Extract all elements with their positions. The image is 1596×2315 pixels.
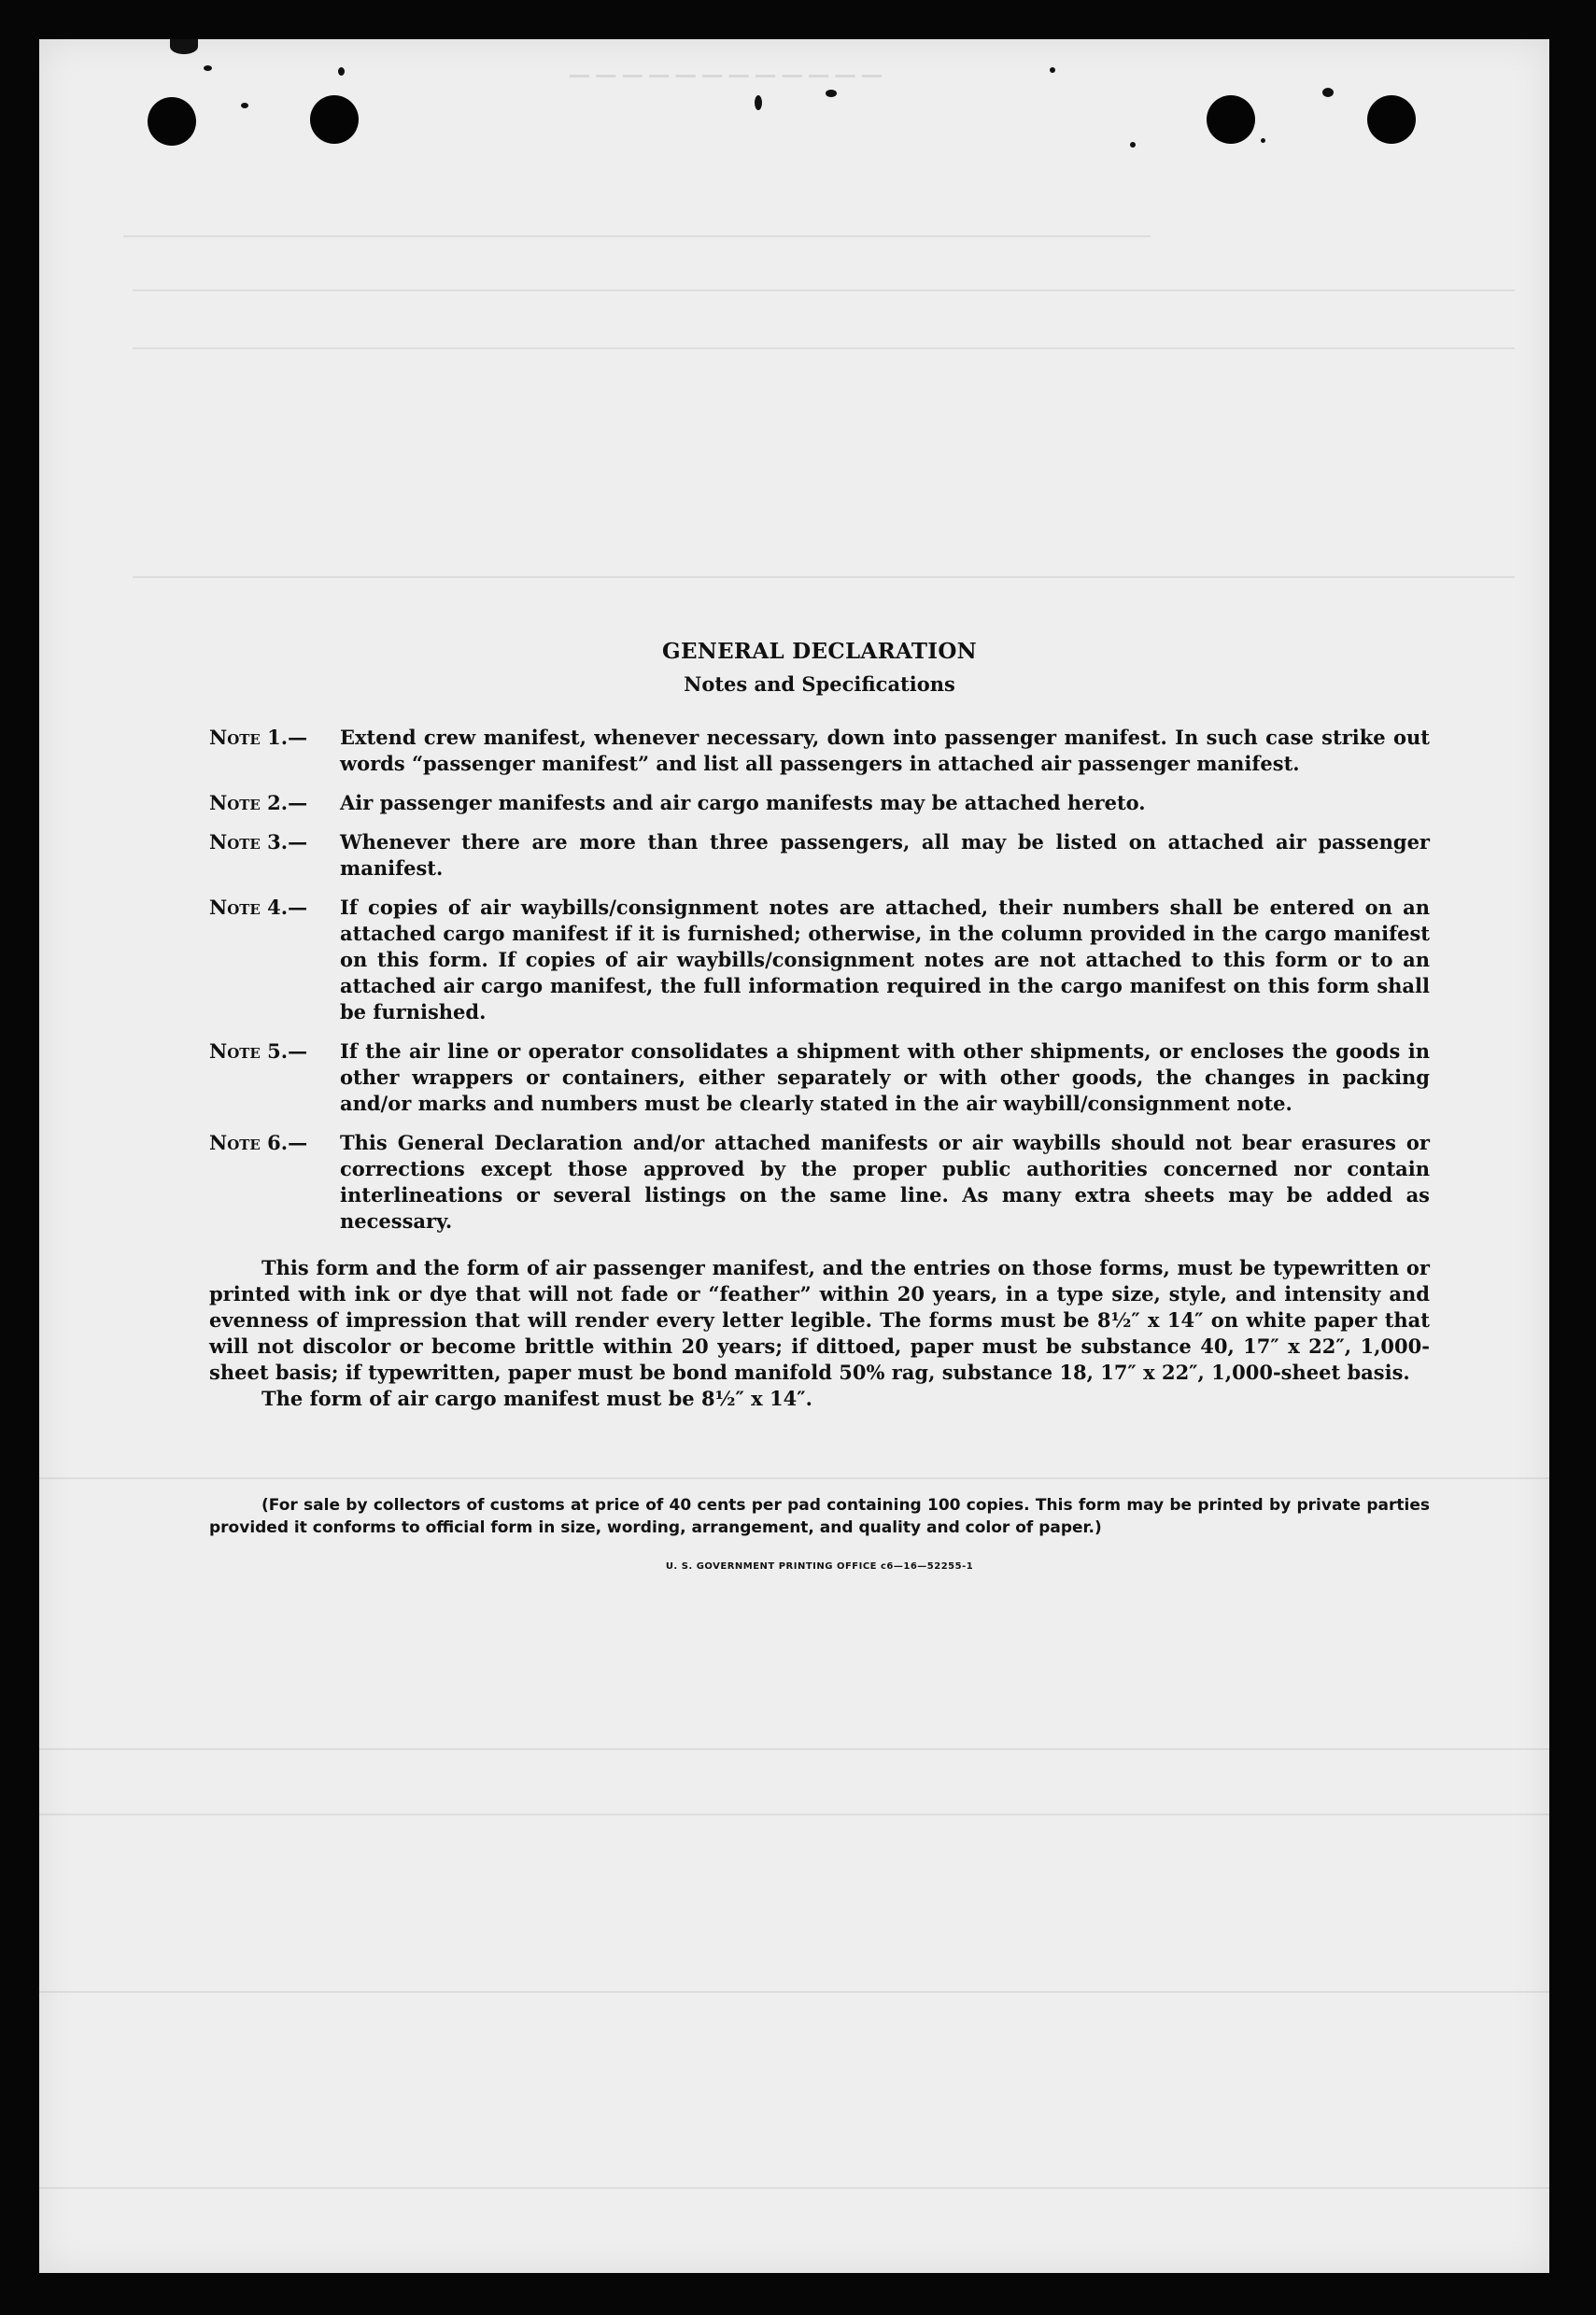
bleed-through-line	[123, 235, 1151, 237]
ink-speck	[1261, 138, 1265, 143]
cargo-form-specification: The form of air cargo manifest must be 8½″ x 14″.	[261, 1387, 812, 1410]
bleed-through-line	[133, 576, 1515, 578]
note-text: This General Declaration and/or attached manifests or air waybills should not bear erasures or corrections except those approved by the proper public authorities concerned nor contain interlineations or several listings on the same line. As many extra sheets may be added as necessary.	[340, 1131, 1430, 1233]
bleed-through-heading: ────────────	[562, 58, 882, 95]
ink-speck	[826, 90, 837, 97]
bleed-through-line	[39, 1814, 1549, 1815]
note-text: If copies of air waybills/consignment notes are attached, their numbers shall be entered on an attached cargo manifest if it is furnished; otherwise, in the column provided in the cargo manifest on this form. If copies of air waybills/consignment notes are not attached to this form or to an attached air cargo manifest, the full information required in the cargo manifest on this form shall be furnished.	[340, 896, 1430, 1023]
ink-speck	[204, 65, 212, 71]
declaration-notes	[209, 637, 1430, 1572]
note-6	[209, 1130, 1430, 1235]
page-subtitle: Notes and Specifications	[684, 672, 955, 696]
ink-speck	[1130, 142, 1136, 148]
note-text: Air passenger manifests and air cargo manifests may be attached hereto.	[340, 791, 1146, 814]
note-label: Note 5.—	[209, 1039, 308, 1063]
punch-hole-4	[1367, 95, 1416, 144]
note-label: Note 6.—	[209, 1131, 308, 1154]
document-page	[39, 39, 1549, 2273]
note-4	[209, 895, 1430, 1025]
punch-hole-1	[148, 97, 196, 146]
printing-office-imprint: U. S. GOVERNMENT PRINTING OFFICE c6—16—52255-1	[665, 1561, 974, 1572]
note-1	[209, 725, 1430, 777]
note-text: If the air line or operator consolidates a shipment with other shipments, or encloses the goods in other wrappers or containers, either separately or with other goods, the changes in packing and/or marks and numbers must be clearly stated in the air waybill/consignment note.	[340, 1039, 1430, 1115]
punch-hole-3	[1207, 95, 1255, 144]
page-title: GENERAL DECLARATION	[662, 639, 977, 664]
punch-hole-2	[310, 95, 359, 144]
note-label: Note 2.—	[209, 791, 308, 814]
bleed-through-line	[133, 347, 1515, 349]
note-label: Note 3.—	[209, 830, 308, 854]
ink-speck	[1050, 67, 1055, 73]
form-specifications: This form and the form of air passenger manifest, and the entries on those forms, must be typewritten or printed with ink or dye that will not fade or “feather” within 20 years, in a type size, style, and intensity and evenness of impression that will render every letter legible. The forms must be 8½″ x 14″ on white paper that will not discolor or become brittle within 20 years; if dittoed, paper must be substance 40, 17″ x 22″, 1,000-sheet basis; if typewritten, paper must be bond manifold 50% rag, substance 18, 17″ x 22″, 1,000-sheet basis.	[209, 1256, 1430, 1384]
ink-speck	[241, 103, 248, 108]
note-text: Extend crew manifest, whenever necessary, down into passenger manifest. In such case strike out words “passenger manifest” and list all passengers in attached air passenger manifest.	[340, 726, 1430, 775]
note-text: Whenever there are more than three passengers, all may be listed on attached air passenger manifest.	[340, 830, 1430, 880]
note-5	[209, 1038, 1430, 1117]
ink-speck	[170, 39, 198, 54]
ink-speck	[338, 67, 345, 76]
sale-notice: (For sale by collectors of customs at price of 40 cents per pad containing 100 copies. This form may be printed by private parties provided it conforms to official form in size, wording, arrangement, and quality and color of paper.)	[209, 1496, 1430, 1537]
bleed-through-line	[39, 1748, 1549, 1750]
note-3	[209, 829, 1430, 882]
ink-speck	[1322, 88, 1334, 97]
note-label: Note 4.—	[209, 896, 308, 919]
bleed-through-line	[39, 2187, 1549, 2189]
bleed-through-line	[39, 1991, 1549, 1993]
note-label: Note 1.—	[209, 726, 308, 749]
bleed-through-line	[133, 289, 1515, 291]
ink-speck	[755, 95, 762, 110]
note-2	[209, 790, 1430, 816]
